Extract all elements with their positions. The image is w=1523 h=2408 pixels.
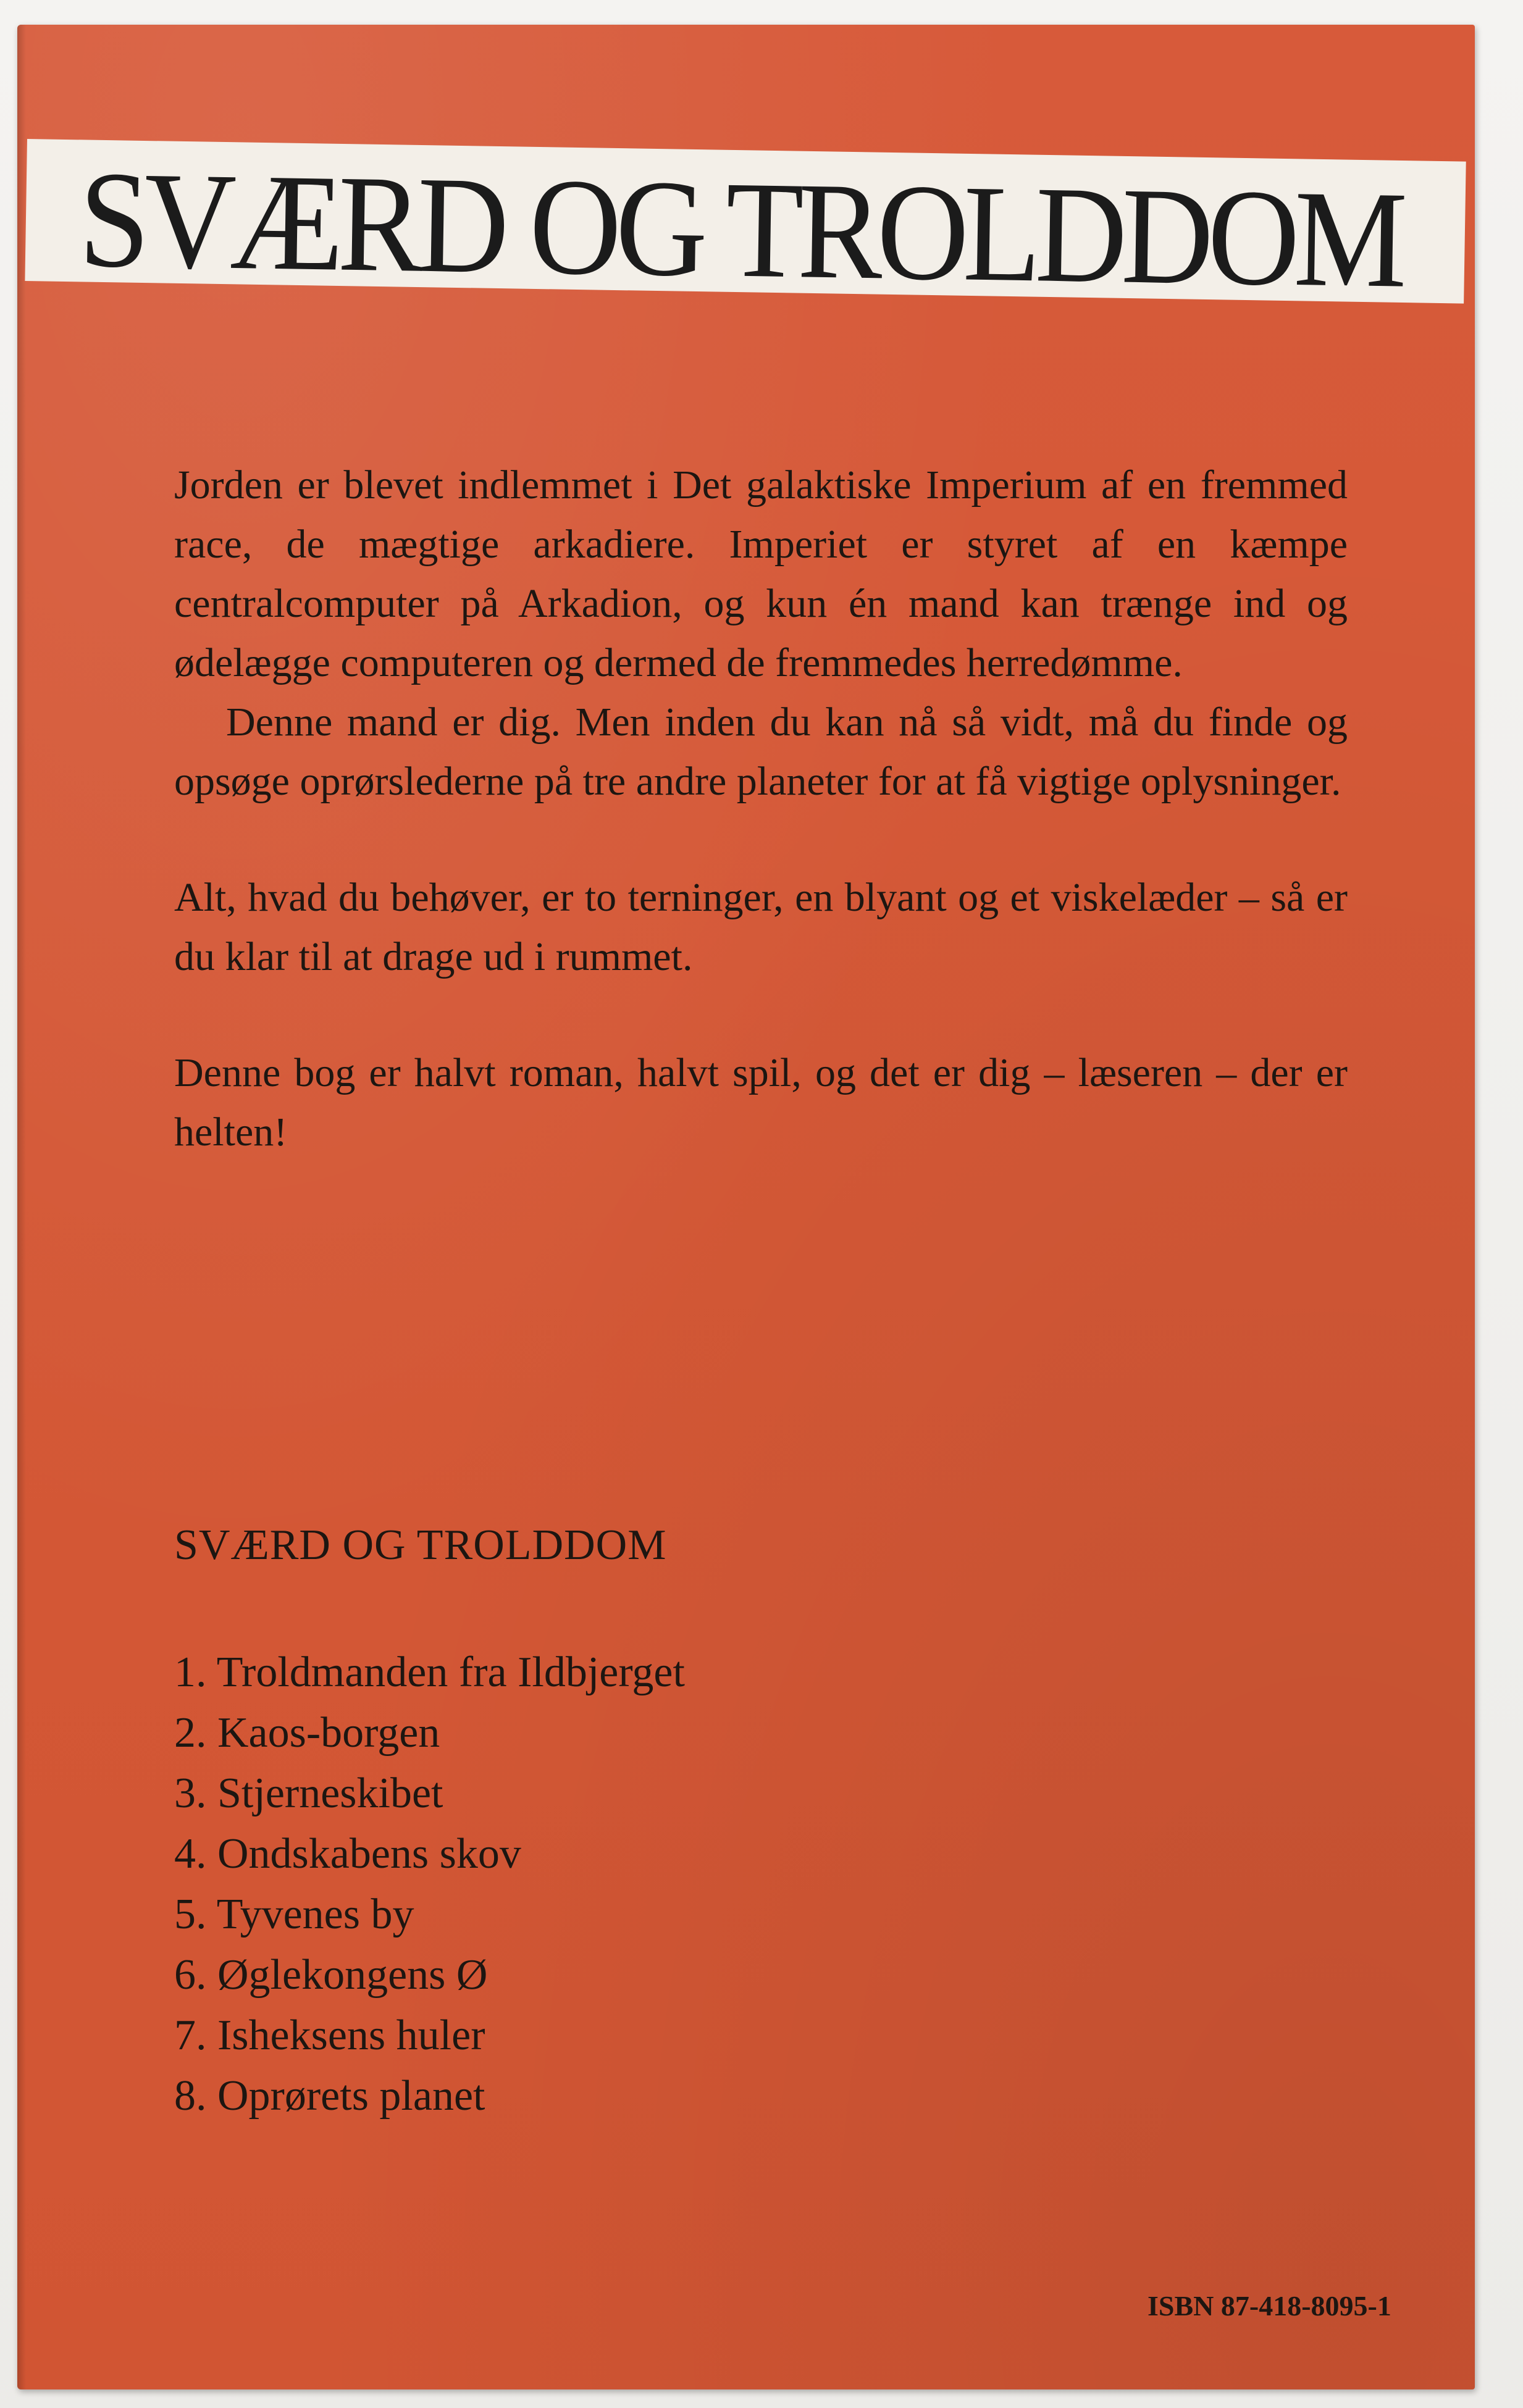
series-title: 5. Tyvenes by [174, 1891, 414, 1938]
blurb-paragraph-3: Alt, hvad du behøver, er to terninger, en blyant og et viskelæder – så er du klar til at drage ud i rummet. [174, 875, 1348, 979]
blurb-paragraph-2: Denne mand er dig. Men inden du kan nå så vidt, må du finde og opsøge oprørslederne på tre andre planeter for at få vigtige oplysninger. [174, 700, 1348, 804]
series-title: 2. Kaos-borgen [174, 1709, 440, 1757]
isbn-number: ISBN 87-418-8095-1 [1147, 2290, 1391, 2322]
series-title: 8. Oprørets planet [174, 2072, 485, 2120]
series-list [174, 1642, 685, 2126]
series-title: 3. Stjerneskibet [174, 1770, 443, 1817]
book-spine-edge [17, 25, 26, 2389]
back-cover-blurb [174, 456, 1348, 1162]
series-heading: SVÆRD OG TROLDDOM [174, 1521, 667, 1569]
series-title: 7. Isheksens huler [174, 2012, 485, 2059]
blurb-paragraph-4: Denne bog er halvt roman, halvt spil, og det er dig – læseren – der er helten! [174, 1050, 1348, 1155]
cover-title: SVÆRD OG TROLDDOM [78, 143, 1403, 317]
series-title: 4. Ondskabens skov [174, 1830, 521, 1878]
series-title: 6. Øglekongens Ø [174, 1951, 488, 1999]
series-title: 1. Troldmanden fra Ildbjerget [174, 1649, 685, 1696]
blurb-paragraph-1: Jorden er blevet indlemmet i Det galaktiske Imperium af en fremmed race, de mægtige arkadiere. Imperiet er styret af en kæmpe centralcomputer på Arkadion, og kun én mand kan trænge ind og ødelægge computeren og dermed de fremmedes herredømme. [174, 462, 1348, 685]
